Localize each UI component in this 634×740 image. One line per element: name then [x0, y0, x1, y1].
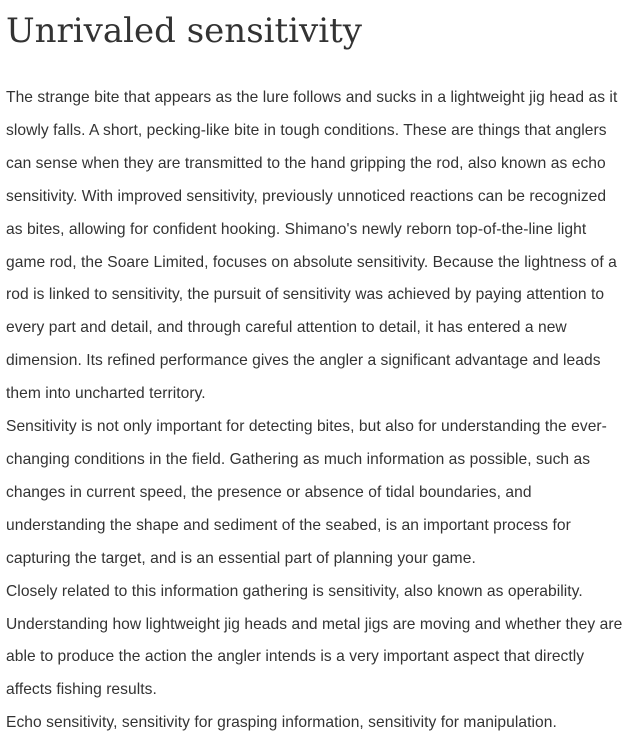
paragraph-operability: Closely related to this information gathering is sensitivity, also known as operability. Understanding how lightweight jig heads and metal jigs are moving and whether they are able to produce the action the angler intends is a very important aspect that directly affects fishing results.: [6, 582, 623, 699]
paragraph-field-conditions: Sensitivity is not only important for detecting bites, but also for understanding the ever-changing conditions in the field. Gathering as much information as possible, such as changes in current speed, the presence or absence of tidal boundaries, and understanding the shape and sediment of the seabed, is an important process for capturing the target, and is an essential part of planning your game.: [6, 418, 607, 567]
paragraph-bite-sensitivity: The strange bite that appears as the lure follows and sucks in a lightweight jig head as it slowly falls. A short, pecking-like bite in tough conditions. These are things that anglers can sense when they are transmitted to the hand gripping the rod, also known as echo sensitivity. With improved sensitivity, previously unnoticed reactions can be recognized as bites, allowing for confident hooking. Shimano's newly reborn top-of-the-line light game rod, the Soare Limited, focuses on absolute sensitivity. Because the lightness of a rod is linked to sensitivity, the pursuit of sensitivity was achieved by paying attention to every part and detail, and through careful attention to detail, it has entered a new dimension. Its refined performance gives the angler a significant advantage and leads them into uncharted territory.: [6, 89, 618, 403]
page-title: Unrivaled sensitivity: [6, 11, 363, 51]
paragraph-summary: Echo sensitivity, sensitivity for grasping information, sensitivity for manipulation.: [6, 714, 557, 732]
